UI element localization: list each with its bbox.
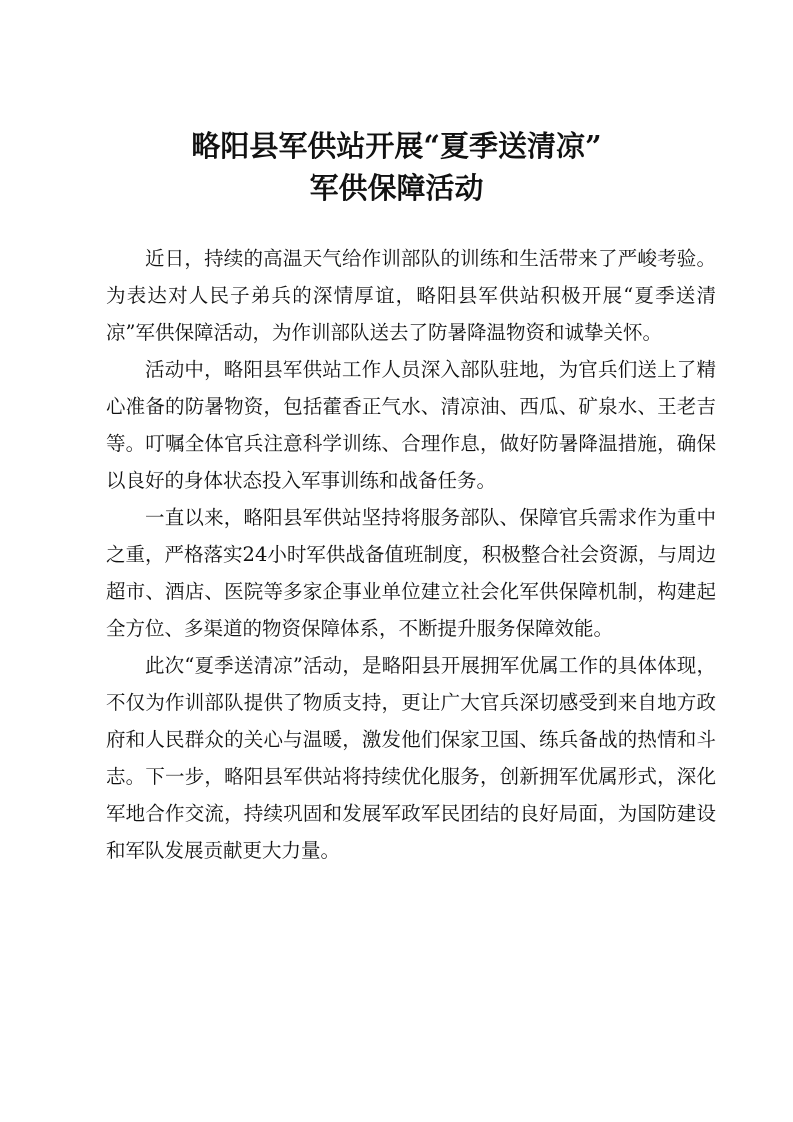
document-body — [106, 240, 716, 869]
paragraph-2: 活动中，略阳县军供站工作人员深入部队驻地，为官兵们送上了精心准备的防暑物资，包括藿香正气水、清凉油、西瓜、矿泉水、王老吉等。叮嘱全体官兵注意科学训练、合理作息，做好防暑降温措施，确保以良好的身体状态投入军事训练和战备任务。 — [106, 358, 716, 492]
paragraph-3: 一直以来，略阳县军供站坚持将服务部队、保障官兵需求作为重中之重，严格落实24小时军供战备值班制度，积极整合社会资源，与周边超市、酒店、医院等多家企事业单位建立社会化军供保障机制，构建起全方位、多渠道的物资保障体系，不断提升服务保障效能。 — [106, 506, 716, 640]
document-title-line-2: 军供保障活动 — [309, 171, 484, 205]
paragraph-1: 近日，持续的高温天气给作训部队的训练和生活带来了严峻考验。为表达对人民子弟兵的深情厚谊，略阳县军供站积极开展“夏季送清凉”军供保障活动，为作训部队送去了防暑降温物资和诚挚关怀。 — [106, 247, 716, 344]
paragraph-4: 此次“夏季送清凉”活动，是略阳县开展拥军优属工作的具体体现，不仅为作训部队提供了物质支持，更让广大官兵深切感受到来自地方政府和人民群众的关心与温暖，激发他们保家卫国、练兵备战的热情和斗志。下一步，略阳县军供站将持续优化服务，创新拥军优属形式，深化军地合作交流，持续巩固和发展军政军民团结的良好局面，为国防建设和军队发展贡献更大力量。 — [106, 654, 716, 862]
document-title-line-1: 略阳县军供站开展“夏季送清凉” — [191, 129, 602, 163]
